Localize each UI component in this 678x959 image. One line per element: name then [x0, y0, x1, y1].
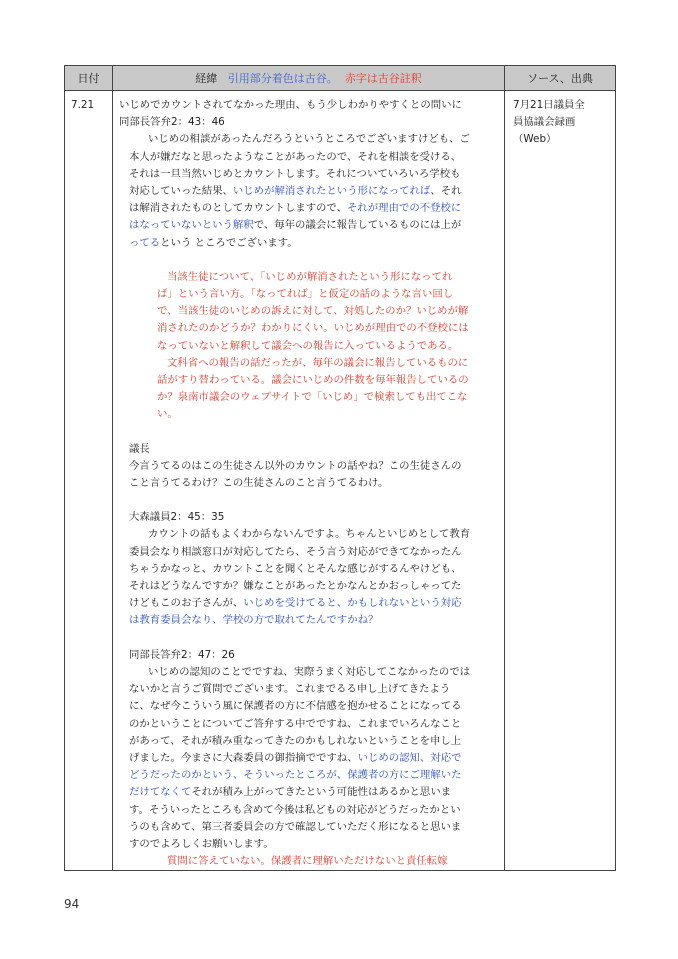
answer2-line — [119, 784, 497, 801]
answer1-line — [119, 235, 497, 252]
source-cell — [505, 91, 616, 871]
intro-line: いじめでカウントされてなかった理由、もう少しわかりやすくとの問いに — [119, 99, 462, 111]
date-cell: 7.21 — [65, 91, 113, 871]
answer2-line: うのも含めて、第三者委員会の方で確認していただく形になると思いま — [129, 820, 462, 833]
summary-header-label: 経緯 — [195, 72, 218, 85]
answer1-text: は解消されたものとしてカウントしますので、 — [129, 202, 347, 215]
answer2-line: す。そういったところも含めて今後は私どもの対応がどうだったかとい — [129, 803, 461, 816]
annotation-line: で、当該生徒のいじめの訴えに対して、対処したのか？いじめが解 — [157, 305, 469, 318]
answer1-text: という ところでございます。 — [160, 236, 298, 249]
annotation-line: 質問に答えていない。保護者に理解いただけないと責任転嫁 — [167, 855, 448, 868]
date-column-header: 日付 — [65, 66, 113, 91]
quote-highlight: いじめを受けてると、かもしれないという対応 — [243, 597, 462, 610]
answer1-text: で、毎年の議会に報告しているものには上が — [253, 219, 462, 232]
answer1-text: 、それ — [430, 185, 462, 198]
omori-line: それはどうなんですか？嫌なことがあったとかなんとかおっしゃってた — [129, 580, 462, 593]
answer2-line: に、なぜ今こういう風に保護者の方に不信感を抱かせることになってる — [129, 700, 462, 713]
spacer — [119, 630, 497, 647]
spacer — [119, 424, 497, 441]
answer2-text: それが積み上がってきたという可能性はあるかと思いま — [191, 786, 452, 799]
annotation-line: 話がすり替わっている。議会にいじめの件数を毎年報告しているの — [157, 374, 469, 387]
annotation-line: か？泉南市議会のウェブサイトで「いじめ」で検索しても出てこな — [157, 391, 468, 404]
header-note-blue: 引用部分着色は古谷。 — [227, 72, 338, 85]
answer1-line — [119, 183, 497, 200]
annotation-line: 当該生徒について、「いじめが解消されたという形になってれ — [167, 270, 453, 283]
spacer — [119, 492, 497, 509]
omori-line: 委員会なり相談窓口が対応してたら、そう言う対応ができてなかったん — [129, 545, 462, 558]
annotation-line: ば」という言い方。「なってれば」と仮定の話のような言い回し — [157, 288, 454, 301]
answer1-line — [119, 217, 497, 234]
summary-column-header — [113, 66, 505, 91]
answer2-text: げました。今まさに大森委員の御指摘でですね、 — [129, 751, 358, 764]
source-line: 7月21日議員全 — [513, 99, 585, 111]
quote-highlight: はなっていないという解釈 — [129, 219, 254, 232]
annotation-line: い。 — [157, 408, 178, 421]
table-row — [65, 91, 616, 871]
answer1-line: いじめの相談があったんだろうというところでございますけども、ご — [148, 133, 470, 146]
omori-speaker: 大森議員2：45：35 — [129, 511, 225, 524]
quote-highlight: だけてなくて — [129, 786, 192, 799]
annotation-line: なっていないと解釈して議会への報告に入っているようである。 — [157, 339, 459, 352]
source-line: 員協議会録画 — [513, 116, 576, 129]
answer2-line: どうだったのかという、そういったところが、保護者の方にご理解いた — [129, 769, 462, 782]
source-line: （Web） — [513, 133, 557, 146]
answer2-line: のかということについてご答弁する中でですね、これまでいろんなこと — [129, 717, 462, 730]
annotation-line: 文科省への報告の話だったが、毎年の議会に報告しているものに — [167, 356, 469, 369]
spacer — [119, 252, 497, 269]
record-table — [64, 65, 616, 871]
source-column-header: ソース、出典 — [505, 66, 616, 91]
chair-speaker: 議長 — [129, 442, 150, 455]
answer2-line — [119, 750, 497, 767]
omori-line — [119, 595, 497, 612]
chair-line: こと言うてるわけ？この生徒さんのこと言うてるわけ。 — [129, 477, 389, 490]
answer1-line: それは一旦当然いじめとカウントします。それについていろいろ学校も — [129, 167, 461, 180]
answer2-speaker: 同部長答弁2：47：26 — [129, 648, 235, 661]
answer2-line: があって、それが積み重なってきたのかもしれないということを申し上 — [129, 734, 462, 747]
content-cell — [113, 91, 505, 871]
page-number: 94 — [64, 897, 80, 911]
omori-text: けどもこのお子さんが、 — [129, 597, 244, 610]
answer2-line: いじめの認知のことでですね、実際うまく対応してこなかったのでは — [148, 665, 471, 678]
quote-highlight: ってる — [129, 236, 161, 249]
quote-highlight: いじめの認知、対応で — [357, 751, 462, 764]
answer1-line: 本人が嫌だなと思ったようなことがあったので、それを相談を受ける、 — [129, 150, 462, 163]
answer1-text: 対応していった結果、 — [129, 185, 233, 198]
quote-highlight: いじめが解消されたという形になってれば — [232, 185, 431, 198]
chair-line: 今言うてるのはこの生徒さん以外のカウントの話やね？この生徒さんの — [129, 459, 462, 472]
quote-highlight: それが理由での不登校に — [347, 202, 462, 215]
header-note-red: 赤字は古谷註釈 — [344, 72, 422, 85]
omori-line: カウントの話もよくわからないんですよ。ちゃんといじめとして教育 — [148, 528, 471, 541]
answer2-line: ないかと言うご質問でございます。これまでるる申し上げてきたよう — [129, 683, 451, 696]
intro-line: 同部長答弁2：43：46 — [119, 116, 225, 129]
table-header-row — [65, 66, 616, 91]
omori-line: は教育委員会なり、学校の方で取れてたんですかね？ — [129, 614, 379, 627]
annotation-line: 消されたのかどうか？わかりにくい。いじめが理由での不登校には — [157, 322, 469, 335]
omori-line: ちゃうかなっと、カウントことを聞くとそんな感じがするんやけども、 — [129, 562, 462, 575]
answer2-line: すのでよろしくお願いします。 — [129, 837, 274, 850]
answer1-line — [119, 200, 497, 217]
